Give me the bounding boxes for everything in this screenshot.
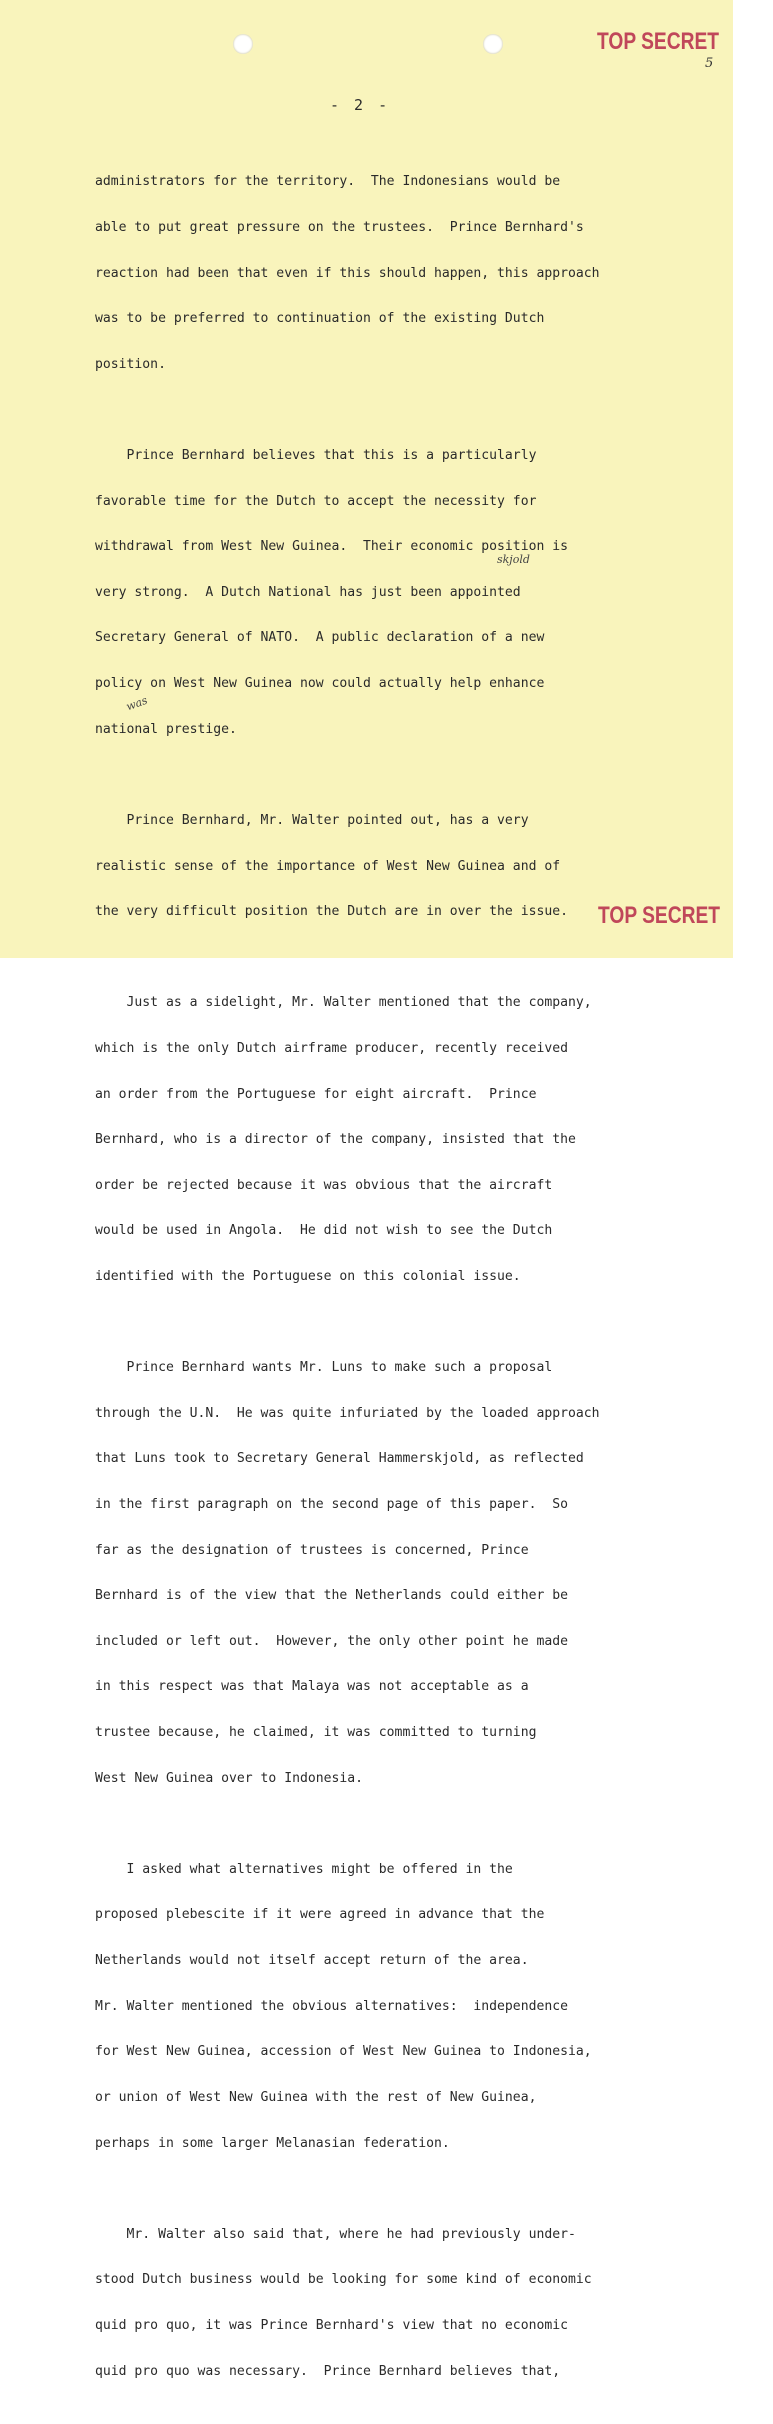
top-secret-stamp-bottom bbox=[598, 902, 720, 930]
text-line: which is the only Dutch airframe producer, recently received bbox=[95, 1040, 568, 1056]
paragraph bbox=[95, 418, 695, 768]
text-line: Mr. Walter mentioned the obvious alternatives: independence bbox=[95, 1998, 568, 2014]
text-line: administrators for the territory. The Indonesians would be bbox=[95, 174, 561, 190]
paragraph bbox=[95, 1330, 695, 1817]
text-line: in the first paragraph on the second page of this paper. So bbox=[95, 1497, 568, 1513]
text-line: national prestige. bbox=[95, 721, 237, 737]
paragraph bbox=[95, 965, 695, 1315]
text-line: reaction had been that even if this should happen, this approach bbox=[95, 265, 600, 281]
text-line: the very difficult position the Dutch are in over the issue. bbox=[95, 904, 568, 920]
page-number: - 2 - bbox=[330, 96, 391, 114]
text-line: Netherlands would not itself accept return of the area. bbox=[95, 1953, 529, 1969]
text-line: perhaps in some larger Melanasian federation. bbox=[95, 2135, 450, 2151]
text-line: withdrawal from West New Guinea. Their economic position is bbox=[95, 539, 568, 555]
text-line: Secretary General of NATO. A public declaration of a new bbox=[95, 630, 545, 646]
stamp-text: TOP SECRET bbox=[598, 902, 720, 929]
text-line: would be used in Angola. He did not wish to see the Dutch bbox=[95, 1223, 553, 1239]
text-line: identified with the Portuguese on this colonial issue. bbox=[95, 1268, 521, 1284]
punch-hole-right bbox=[483, 34, 503, 54]
text-line: favorable time for the Dutch to accept the necessity for bbox=[95, 493, 537, 509]
text-line: included or left out. However, the only other point he made bbox=[95, 1633, 568, 1649]
text-line: able to put great pressure on the trustees. Prince Bernhard's bbox=[95, 220, 584, 236]
page-margin bbox=[733, 0, 773, 1000]
text-line: quid pro quo, it was Prince Bernhard's view that no economic bbox=[95, 2317, 568, 2333]
text-line: far as the designation of trustees is concerned, Prince bbox=[95, 1542, 529, 1558]
text-line: Mr. Walter also said that, where he had previously under- bbox=[95, 2226, 576, 2242]
punch-hole-left bbox=[233, 34, 253, 54]
text-line: Prince Bernhard believes that this is a particularly bbox=[95, 448, 537, 464]
text-line: order be rejected because it was obvious that the aircraft bbox=[95, 1177, 553, 1193]
text-line: realistic sense of the importance of West New Guinea and of bbox=[95, 858, 561, 874]
text-line: or union of West New Guinea with the rest of New Guinea, bbox=[95, 2089, 537, 2105]
text-line: Bernhard, who is a director of the company, insisted that the bbox=[95, 1132, 576, 1148]
document-body bbox=[95, 144, 695, 2424]
text-line: an order from the Portuguese for eight aircraft. Prince bbox=[95, 1086, 537, 1102]
paragraph bbox=[95, 1831, 695, 2181]
text-line: through the U.N. He was quite infuriated by the loaded approach bbox=[95, 1405, 600, 1421]
text-line: in this respect was that Malaya was not acceptable as a bbox=[95, 1679, 529, 1695]
paragraph bbox=[95, 2196, 695, 2409]
handwritten-correction: skjold bbox=[497, 553, 530, 566]
text-line: stood Dutch business would be looking for some kind of economic bbox=[95, 2272, 592, 2288]
text-line: Just as a sidelight, Mr. Walter mentioned that the company, bbox=[95, 995, 592, 1011]
text-line: was to be preferred to continuation of the existing Dutch bbox=[95, 311, 545, 327]
text-line: Bernhard is of the view that the Netherlands could either be bbox=[95, 1588, 568, 1604]
archive-page-number: 5 bbox=[705, 56, 714, 71]
stamp-text: TOP SECRET bbox=[597, 28, 719, 55]
text-line: quid pro quo was necessary. Prince Bernhard believes that, bbox=[95, 2363, 561, 2379]
text-line: position. bbox=[95, 356, 166, 372]
text-line: that Luns took to Secretary General Hammerskjold, as reflected bbox=[95, 1451, 584, 1467]
text-line: for West New Guinea, accession of West New Guinea to Indonesia, bbox=[95, 2044, 592, 2060]
text-line: proposed plebescite if it were agreed in advance that the bbox=[95, 1907, 545, 1923]
text-line: Prince Bernhard wants Mr. Luns to make such a proposal bbox=[95, 1360, 553, 1376]
handwritten-insertion: was bbox=[124, 693, 150, 714]
text-line: very strong. A Dutch National has just been appointed bbox=[95, 584, 521, 600]
text-line: I asked what alternatives might be offered in the bbox=[95, 1861, 513, 1877]
text-line: trustee because, he claimed, it was committed to turning bbox=[95, 1725, 537, 1741]
text-line: Prince Bernhard, Mr. Walter pointed out, has a very bbox=[95, 812, 529, 828]
paragraph bbox=[95, 144, 695, 402]
text-line: West New Guinea over to Indonesia. bbox=[95, 1770, 364, 1786]
text-line: policy on West New Guinea now could actually help enhance bbox=[95, 676, 545, 692]
top-secret-stamp-top bbox=[597, 28, 719, 56]
